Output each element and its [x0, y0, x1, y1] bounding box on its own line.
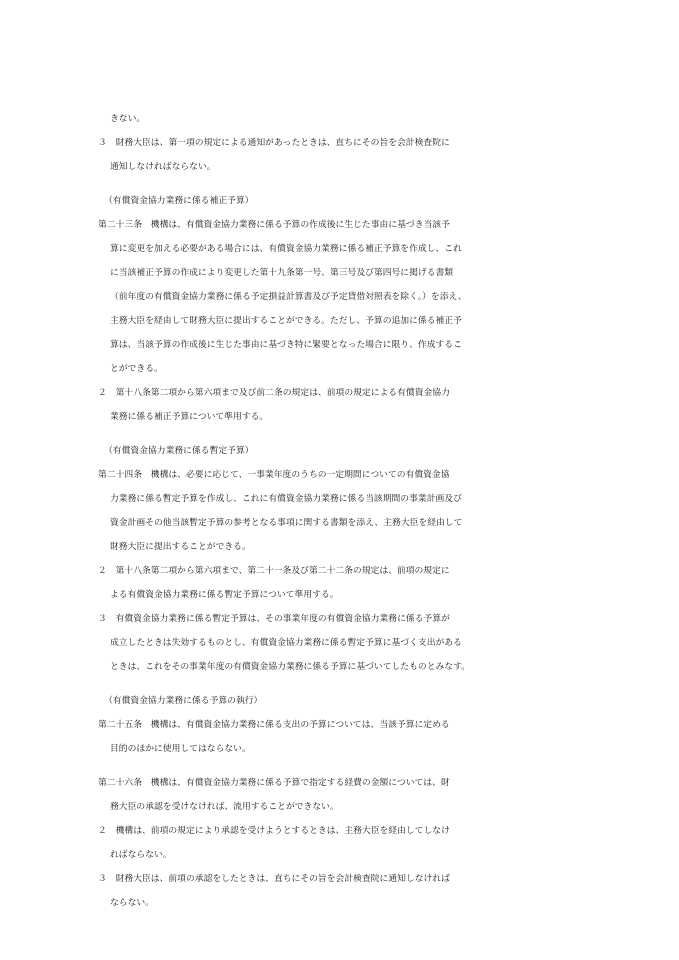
- text-line: 第二十六条 機構は、有償資金協力業務に係る予算で指定する経費の金額については、財: [98, 778, 450, 788]
- text-line: とができる。: [110, 364, 163, 374]
- article-caption: （有償資金協力業務に係る暫定予算）: [104, 446, 254, 456]
- text-line: 財務大臣に提出することができる。: [110, 542, 251, 552]
- text-line: きない。: [110, 114, 146, 124]
- text-line: 力業務に係る暫定予算を作成し、これに有償資金協力業務に係る当該期間の事業計画及び: [110, 494, 462, 504]
- text-line: 成立したときは失効するものとし、有償資金協力業務に係る暫定予算に基づく支出がある: [110, 638, 462, 648]
- text-line: 主務大臣を経由して財務大臣に提出することができる。ただし、予算の追加に係る補正予: [110, 316, 462, 326]
- text-line: に当該補正予算の作成により変更した第十九条第一号、第三号及び第四号に掲げる書類: [110, 268, 454, 278]
- text-line: 第二十四条 機構は、必要に応じて、一事業年度のうちの一定期間についての有償資金協: [98, 470, 450, 480]
- article-caption: （有償資金協力業務に係る予算の執行）: [104, 696, 263, 706]
- text-line: 第二十五条 機構は、有償資金協力業務に係る支出の予算については、当該予算に定める: [98, 720, 450, 730]
- text-line: 目的のほかに使用してはならない。: [110, 744, 251, 754]
- text-line: ならない。: [110, 898, 154, 908]
- text-line: （前年度の有償資金協力業務に係る予定損益計算書及び予定貸借対照表を除く。）を添え、: [110, 292, 467, 302]
- article-caption: （有償資金協力業務に係る補正予算）: [104, 196, 254, 206]
- text-line: ３ 財務大臣は、第一項の規定による通知があったときは、直ちにその旨を会計検査院に: [98, 138, 450, 148]
- text-line: ３ 有償資金協力業務に係る暫定予算は、その事業年度の有償資金協力業務に係る予算が: [98, 614, 450, 624]
- text-line: ２ 第十八条第二項から第六項まで、第二十一条及び第二十二条の規定は、前項の規定に: [98, 566, 450, 576]
- text-line: 資金計画その他当該暫定予算の参考となる事項に関する書類を添え、主務大臣を経由して: [110, 518, 463, 528]
- text-line: ２ 第十八条第二項から第六項まで及び前二条の規定は、前項の規定による有償資金協力: [98, 388, 450, 398]
- text-line: ときは、これをその事業年度の有償資金協力業務に係る予算に基づいてしたものとみなす。: [110, 662, 470, 672]
- text-line: 算は、当該予算の作成後に生じた事由に基づき特に緊要となった場合に限り、作成するこ: [110, 340, 462, 350]
- text-line: 業務に係る補正予算について準用する。: [110, 412, 269, 422]
- text-line: 務大臣の承認を受けなければ、流用することができない。: [110, 802, 339, 812]
- text-line: 通知しなければならない。: [110, 162, 216, 172]
- text-line: ３ 財務大臣は、前項の承認をしたときは、直ちにその旨を会計検査院に通知しなければ: [98, 874, 450, 884]
- text-line: ２ 機構は、前項の規定により承認を受けようとするときは、主務大臣を経由してしなけ: [98, 826, 450, 836]
- text-line: 算に変更を加える必要がある場合には、有償資金協力業務に係る補正予算を作成し、これ: [110, 244, 462, 254]
- text-line: よる有償資金協力業務に係る暫定予算について準用する。: [110, 590, 339, 600]
- text-line: ればならない。: [110, 850, 172, 860]
- text-line: 第二十三条 機構は、有償資金協力業務に係る予算の作成後に生じた事由に基づき当該予: [98, 220, 450, 230]
